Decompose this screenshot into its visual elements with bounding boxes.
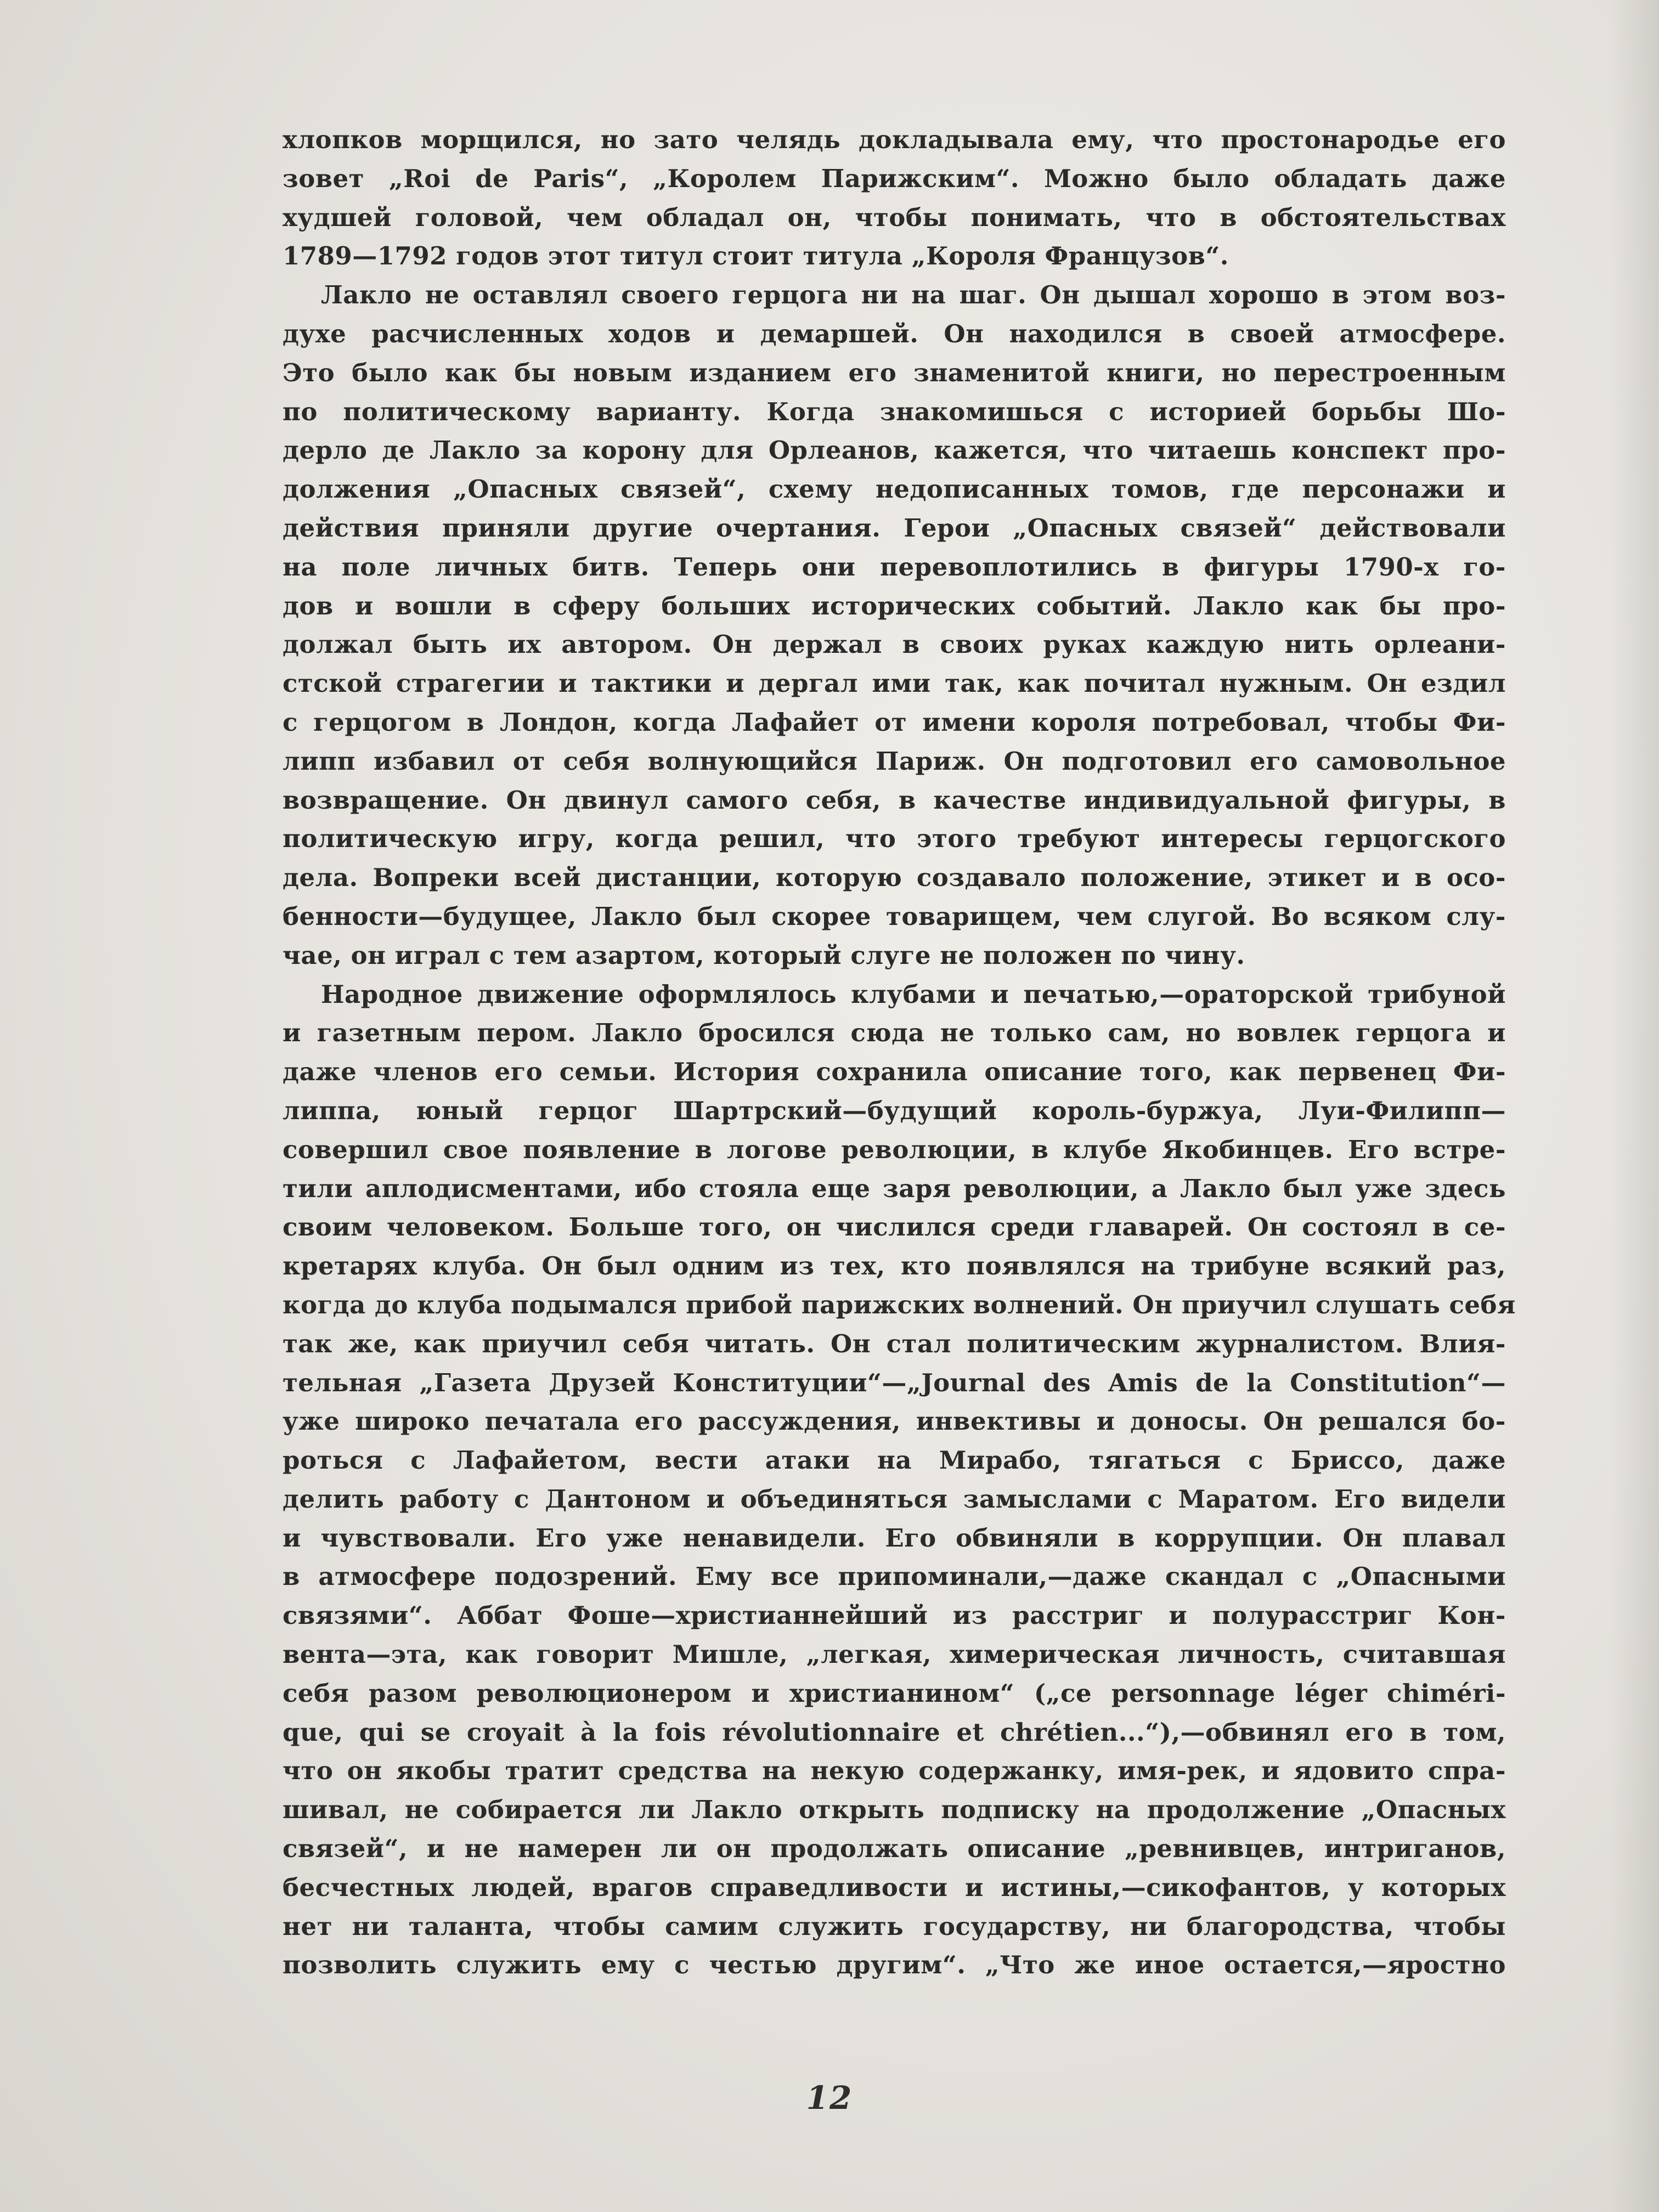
text-line: с герцогом в Лондон, когда Лафайет от имени короля потребовал, чтобы Фи- (283, 707, 1506, 737)
body-text (283, 121, 1516, 1985)
page-edge-shadow (1610, 0, 1659, 2212)
text-line: что он якобы тратит средства на некую содержанку, имя-рек, и ядовито спра- (283, 1756, 1506, 1786)
text-line: должал быть их автором. Он держал в своих руках каждую нить орлеани- (283, 630, 1506, 659)
text-line: по политическому варианту. Когда знакомишься с историей борьбы Шо- (283, 397, 1506, 426)
text-line: когда до клуба подымался прибой парижских волнений. Он приучил слушать себя (283, 1290, 1516, 1319)
text-line: роться с Лафайетом, вести атаки на Мирабо, тягаться с Бриссо, даже (283, 1446, 1506, 1475)
text-line: Это было как бы новым изданием его знаменитой книги, но перестроенным (283, 358, 1506, 387)
text-line: связей“, и не намерен ли он продолжать описание „ревнивцев, интриганов, (283, 1834, 1506, 1864)
text-line: действия приняли другие очертания. Герои „Опасных связей“ действовали (283, 513, 1506, 543)
text-line: липпа, юный герцог Шартрский—будущий король-буржуа, Луи-Филипп— (283, 1096, 1506, 1125)
text-line: que, qui se croyait à la fois révolutionnaire et chrétien...“),—обвинял его в том, (283, 1717, 1506, 1747)
text-line: так же, как приучил себя читать. Он стал политическим журналистом. Влия- (283, 1329, 1506, 1358)
text-line: должения „Опасных связей“, схему недописанных томов, где персонажи и (283, 475, 1506, 504)
text-line: липп избавил от себя волнующийся Париж. Он подготовил его самовольное (283, 746, 1506, 776)
text-line: в атмосфере подозрений. Ему все припоминали,—даже скандал с „Опасными (283, 1562, 1506, 1592)
text-line: хлопков морщился, но зато челядь докладывала ему, что простонародье его (283, 125, 1506, 154)
text-line: связями“. Аббат Фоше—христианнейший из расстриг и полурасстриг Кон- (283, 1601, 1506, 1630)
text-line: зовет „Roi de Paris“, „Королем Парижским“. Можно было обладать даже (283, 163, 1506, 193)
text-line: 1789—1792 годов этот титул стоит титула „Короля Французов“. (283, 241, 1229, 271)
text-line: возвращение. Он двинул самого себя, в качестве индивидуальной фигуры, в (283, 785, 1506, 815)
text-line: позволить служить ему с честью другим“. „Что же иное остается,—яростно (283, 1950, 1506, 1980)
text-line: тельная „Газета Друзей Конституции“—„Journal des Amis de la Constitution“— (283, 1368, 1506, 1397)
text-line: совершил свое появление в логове революции, в клубе Якобинцев. Его встре- (283, 1135, 1506, 1164)
text-line: дела. Вопреки всей дистанции, которую создавало положение, этикет и в осо- (283, 863, 1506, 893)
text-line: делить работу с Дантоном и объединяться замыслами с Маратом. Его видели (283, 1484, 1506, 1514)
text-line: Народное движение оформлялось клубами и печатью,—ораторской трибуной (321, 979, 1506, 1009)
text-line: политическую игру, когда решил, что этого требуют интересы герцогского (283, 824, 1506, 854)
text-line: вента—эта, как говорит Мишле, „легкая, химерическая личность, считавшая (283, 1640, 1506, 1669)
text-line: своим человеком. Больше того, он числился среди главарей. Он состоял в се- (283, 1212, 1506, 1242)
text-line: тили аплодисментами, ибо стояла еще заря революции, а Лакло был уже здесь (283, 1173, 1506, 1203)
text-line: дерло де Лакло за корону для Орлеанов, кажется, что читаешь конспект про- (283, 436, 1506, 465)
text-line: себя разом революционером и христианином“ („ce personnage léger chiméri- (283, 1678, 1506, 1708)
text-line: Лакло не оставлял своего герцога ни на шаг. Он дышал хорошо в этом воз- (321, 280, 1506, 310)
text-line: шивал, не собирается ли Лакло открыть подписку на продолжение „Опасных (283, 1795, 1506, 1825)
text-line: духе расчисленных ходов и демаршей. Он находился в своей атмосфере. (283, 319, 1506, 348)
page-number: 12 (806, 2079, 853, 2117)
text-line: и газетным пером. Лакло бросился сюда не только сам, но вовлек герцога и (283, 1018, 1506, 1048)
text-line: даже членов его семьи. История сохранила описание того, как первенец Фи- (283, 1057, 1506, 1087)
text-line: худшей головой, чем обладал он, чтобы понимать, что в обстоятельствах (283, 202, 1506, 232)
text-line: нет ни таланта, чтобы самим служить государству, ни благородства, чтобы (283, 1911, 1506, 1941)
text-line: стской страгегии и тактики и дергал ими так, как почитал нужным. Он ездил (283, 669, 1506, 698)
text-line: дов и вошли в сферу больших исторических событий. Лакло как бы про- (283, 591, 1506, 620)
text-line: уже широко печатала его рассуждения, инвективы и доносы. Он решался бо- (283, 1407, 1506, 1436)
text-line: бесчестных людей, врагов справедливости и истины,—сикофантов, у которых (283, 1872, 1506, 1902)
text-line: кретарях клуба. Он был одним из тех, кто появлялся на трибуне всякий раз, (283, 1251, 1506, 1281)
text-line: на поле личных битв. Теперь они перевоплотились в фигуры 1790-х го- (283, 552, 1506, 582)
text-line: и чувствовали. Его уже ненавидели. Его обвиняли в коррупции. Он плавал (283, 1523, 1506, 1553)
text-line: чае, он играл с тем азартом, который слуге не положен по чину. (283, 940, 1245, 970)
text-line: бенности—будущее, Лакло был скорее товарищем, чем слугой. Во всяком слу- (283, 901, 1506, 931)
